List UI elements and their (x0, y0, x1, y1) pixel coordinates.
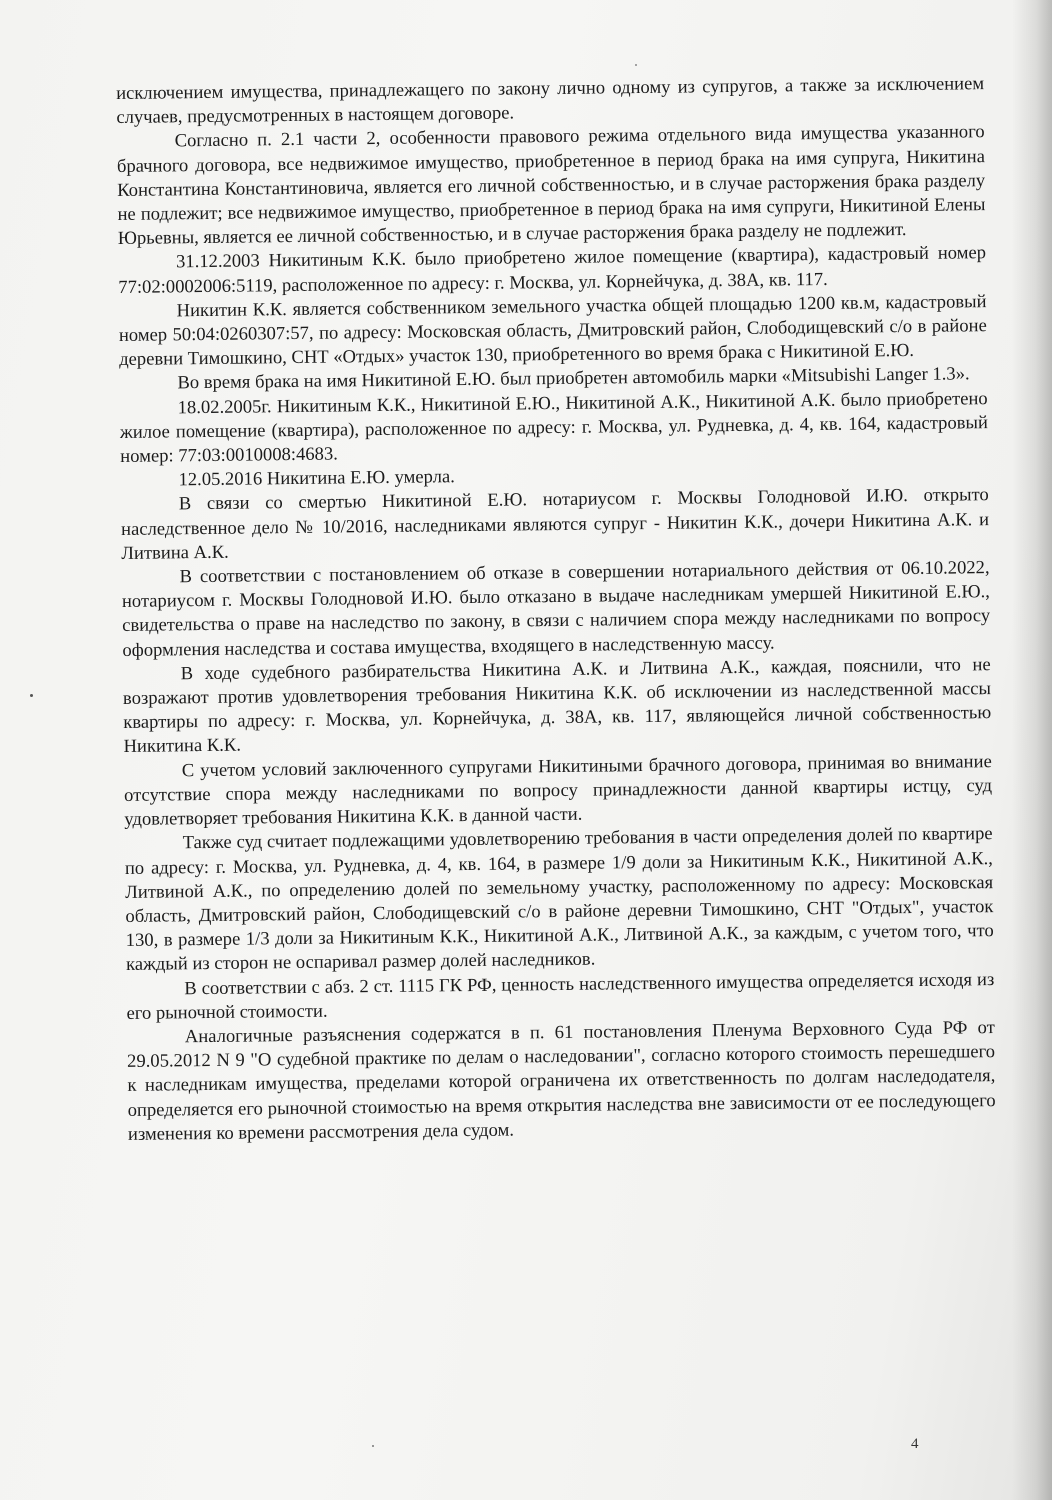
paragraph-court-satisfies: С учетом условий заключенного супругами Никитиными брачного договора, принимая во внимание отсутствие спора между наследниками по вопросу принадлежности данной квартиры истцу, суд удовлетворяет требования Никитина К.К. в данной части. (123, 750, 993, 831)
scan-speck (635, 64, 637, 66)
paragraph-notary-refusal: В соответствии с постановлением об отказе в совершении нотариального действия от 06.10.2022, нотариусом г. Москвы Голодновой И.Ю. было отказано в выдаче наследникам умершей Никитиной Е.Ю., свидетельства о праве на наследство по закону, в связи с наличием спора между наследниками по вопросу оформления наследства и состава имущества, входящего в наследственную массу. (121, 557, 991, 661)
paragraph-inheritance-case: В связи со смертью Никитиной Е.Ю. нотариусом г. Москвы Голодновой И.Ю. открыто наследственное дело № 10/2016, наследниками являются супруг - Никитин К.К., дочери Никитина А.К. и Литвина А.К. (120, 484, 990, 564)
page-number: 4 (911, 1436, 919, 1452)
paragraph-apartment-korneychuka: 31.12.2003 Никитиным К.К. было приобретено жилое помещение (квартира), кадастровый номер 77:02:0002006:5119, расположенное по адресу: г. Москва, ул. Корнейчука, д. 38А, кв. 117. (118, 242, 987, 298)
scan-speck (30, 694, 33, 697)
paragraph-plenum-clarification: Аналогичные разъяснения содержатся в п. 61 постановления Пленума Верховного Суда РФ от 29.05.2012 N 9 "О судебной практике по делам о наследовании", согласно которого стоимость перешедшего к наследникам имущества, пределами которой ограничена их ответственность по долгам наследодателя, определяется его рыночной стоимостью на время открытия наследства вне зависимости от ее последующего изменения ко времени рассмотрения дела судом. (126, 1017, 996, 1145)
paragraph-article-1115: В соответствии с абз. 2 ст. 1115 ГК РФ, ценность наследственного имущества определяется исходя из его рыночной стоимости. (126, 968, 995, 1024)
paragraph-shares-determination: Также суд считает подлежащими удовлетворению требования в части определения долей по квартире по адресу: г. Москва, ул. Рудневка, д. 4, кв. 164, в размере 1/9 доли за Никитиным К.К., Никитиной А.К., Литвиной А.К., по определению долей по земельному участку, расположенному по адресу: Московская область, Дмитровский район, Слободищевский с/о в районе деревни Тимошкино, СНТ "Отдых", участок 130, в размере 1/3 доли за Никитиным К.К., Никитиной А.К., Литвиной А.К., за каждым, с учетом того, что каждый из сторон не оспаривал размер долей наследников. (124, 823, 994, 976)
document-body (116, 72, 996, 1147)
scan-speck (372, 1445, 374, 1447)
paragraph-car: Во время брака на имя Никитиной Е.Ю. был приобретен автомобиль марки «Mitsubishi Langer 1.3». (177, 363, 970, 394)
paragraph-heirs-position: В ходе судебного разбирательства Никитина А.К. и Литвина А.К., каждая, пояснили, что не возражают против удовлетворения требования Никитина К.К. об исключении из наследственной массы квартиры по адресу: г. Москва, ул. Корнейчука, д. 38А, кв. 117, являющейся личной собственностью Никитина К.К. (122, 653, 992, 758)
paragraph-land-plot: Никитин К.К. является собственником земельного участка общей площадью 1200 кв.м, кадастровый номер 50:04:0260307:57, по адресу: Московская область, Дмитровский район, Слободищевский с/о в районе деревни Тимошкино, СНТ «Отдых» участок 130, приобретенного во время брака с Никитиной Е.Ю. (118, 290, 987, 371)
paragraph-marriage-contract-clause: Согласно п. 2.1 части 2, особенности правового режима отдельного вида имущества указанного брачного договора, все недвижимое имущество, приобретенное в период брака на имя супруга, Никитина Константина Константиновича, является его личной собственностью, и в случае расторжения брака разделу не подлежит; все недвижимое имущество, приобретенное в период брака на имя супруги, Никитиной Елены Юрьевны, является ее личной собственностью, и в случае расторжения брака разделу не подлежит. (116, 121, 986, 250)
paragraph-apartment-rudnevka: 18.02.2005г. Никитиным К.К., Никитиной Е.Ю., Никитиной А.К., Никитиной А.К. было приобретено жилое помещение (квартира), расположенное по адресу: г. Москва, ул. Рудневка, д. 4, кв. 164, кадастровый номер: 77:03:0010008:4683. (119, 387, 989, 468)
page-edge-shadow (1012, 0, 1052, 1500)
paragraph-continuation: исключением имущества, принадлежащего по закону лично одному из супругов, а также за исключением случаев, предусмотренных в настоящем договоре. (116, 73, 985, 129)
paragraph-death: 12.05.2016 Никитина Е.Ю. умерла. (178, 466, 455, 491)
